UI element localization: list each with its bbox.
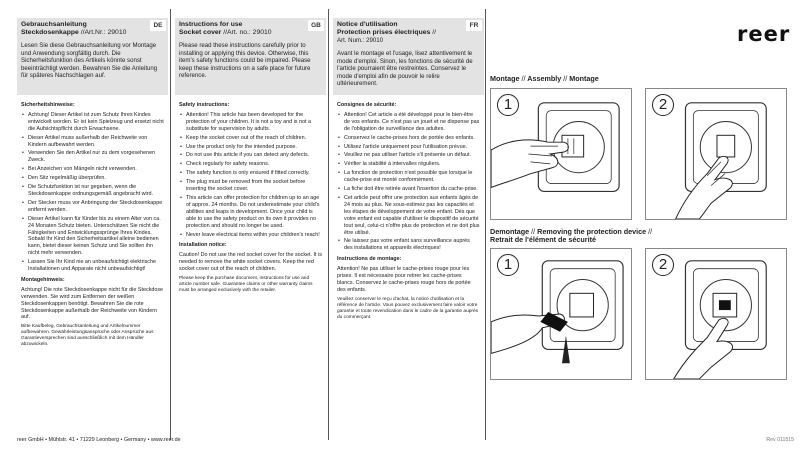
list-item: • Lassen Sie Ihr Kind nie an unbeaufsichtigt elektrische Installationen und Apparate nicht unbeaufsichtigt!: [21, 259, 164, 273]
subtitle-en: Socket cover //Art. no.: 29010: [179, 29, 272, 36]
note-en: Please keep the purchase document, instructions for use and article number safe. Guarantee claims or other warranty claims must be arranged exclusively with the retailer.: [179, 276, 313, 294]
fold-line: [485, 9, 486, 440]
list-item: • Veuillez ne pas utiliser l'article s'il présente un défaut.: [337, 152, 480, 159]
title-de: Gebrauchsanleitung: [21, 21, 87, 28]
header-fr: [333, 18, 484, 95]
install-title-en: Installation notice:: [179, 242, 227, 249]
list-item: • Use the product only for the intended purpose.: [179, 144, 322, 151]
list-item: • Conservez le cache-prises hors de portée des enfants.: [337, 135, 480, 142]
list-item: • The plug must be removed from the socket before inserting the socket cover.: [179, 179, 322, 193]
list-item: • Der Stecker muss vor Anbringung der Steckdosenkappe entfernt werden.: [21, 200, 164, 214]
list-item: • The safety function is only ensured if fitted correctly.: [179, 170, 322, 177]
step-number: 2: [652, 94, 674, 116]
step-number: 2: [652, 254, 674, 276]
title-fr: Notice d'utilisation: [337, 21, 398, 28]
safety-title-de: Sicherheitshinweise:: [21, 102, 75, 108]
install-text-de: Achtung! Die rote Steckdosenkappe nicht für die Steckdose verwenden. Sie wird zum Entfernen der weißen Steckdosenkappen benötigt. Bewahren Sie die rote Steckdosenkappe außerhalb der Reichweite von Kindern auf.: [21, 286, 164, 321]
header-en: [175, 18, 326, 95]
list-item: • Den Sitz regelmäßig überprüfen.: [21, 175, 164, 182]
note-fr: Veuillez conserver le reçu d'achat, la notice d'utilisation et la référence de l'article. Vous pouvez exclusivement faire valoir votre garantie et toute revendication dans le cadre de la garantie auprès du commerçant.: [337, 296, 479, 320]
list-item: • Vérifier la stabilité à intervalles réguliers.: [337, 161, 480, 168]
install-title-de: Montagehinweis:: [21, 276, 65, 283]
list-item: • Ne laissez pas votre enfant sans surveillance auprès des installations et appareils électriques!: [337, 238, 480, 252]
list-item: • Bei Anzeichen von Mängeln nicht verwenden.: [21, 166, 164, 173]
list-item: • Check regularly for safety reasons.: [179, 161, 322, 168]
illustration-demontage-2: [645, 248, 787, 380]
safety-title-fr: Consignes de sécurité:: [337, 102, 397, 108]
column-de: [17, 18, 168, 436]
safety-list-de: [21, 112, 164, 273]
list-item: • Never leave electrical items within your children's reach!: [179, 232, 322, 239]
install-text-en: Caution! Do not use the red socket cover for the socket. It is needed to remove the white socket covers. Keep the red socket cover out of the reach of children.: [179, 252, 322, 273]
safety-list-fr: [337, 112, 480, 252]
body-en: [175, 95, 326, 300]
column-fr: [333, 18, 484, 436]
list-item: • Cet article peut offrir une protection aux enfants âgés de 24 mois au plus. Ne sous-estimez pas les capacités et les étapes de développement de votre enfant. Dès que votre enfant est capable d'utiliser le dispositif de sécurité tout seul, celui-ci n'offre plus de protection et ne doit plus être utilisé.: [337, 195, 480, 236]
lang-badge-en: GB: [308, 20, 324, 31]
list-item: • Attention! Cet article a été développé pour le bien-être de vos enfants. Ce n'est pas un jouet et ne dispense pas de l'obligation de surveillance des adultes.: [337, 112, 480, 133]
subtitle-de: Steckdosenkappe //Art.Nr.: 29010: [21, 29, 127, 36]
title-en: Instructions for use: [179, 21, 243, 28]
intro-en: Please read these instructions carefully prior to installing or applying this device. Otherwise, this item's safety functions could be impaired. Please keep these instructions on a safe place for future reference.: [179, 42, 311, 80]
lang-badge-fr: FR: [466, 20, 482, 31]
list-item: • Keep the socket cover out of the reach of children.: [179, 135, 322, 142]
list-item: • Verwenden Sie den Artikel nur zu dem vorgesehenen Zweck.: [21, 150, 164, 164]
body-de: [17, 95, 168, 354]
list-item: • This article can offer protection for children up to an age of approx. 24 months. Do not underestimate your child's abilities and leaps in development. Once your child is able to use the safety product on its own it provides no protection and should no longer be used.: [179, 195, 322, 230]
safety-title-en: Safety instructions:: [179, 102, 230, 108]
illustration-montage-2: [645, 88, 787, 220]
column-en: [175, 18, 326, 436]
list-item: • Dieser Artikel kann für Kinder bis zu einem Alter von ca. 24 Monaten Schutz bieten. Unterschätzen Sie nicht die Fähigkeiten und Entwicklungssprünge Ihres Kindes. Sobald Ihr Kind den Sicherheitsartikel alleine bedienen kann, bietet dieser keinen Schutz und Sie sollten ihn nicht mehr verwenden.: [21, 216, 164, 257]
demontage-title: Demontage // Removing the protection device // Retrait de l'élément de sécurité: [490, 227, 653, 245]
subtitle-fr: Protection prises électriques //: [337, 29, 436, 36]
brand-logo: reer: [737, 22, 791, 46]
fold-line: [170, 9, 171, 440]
illustration-montage-1: [490, 88, 632, 220]
note-de: Bitte Kaufbeleg, Gebrauchsanleitung und Artikelnummer aufbewahren. Gewährleistungsansprüche oder Ansprüche aus Garantieversprechen sind ausschließlich mit dem Händler abzuwickeln.: [21, 324, 154, 348]
list-item: • La fiche doit être retirée avant l'insertion du cache-prise.: [337, 186, 480, 193]
install-text-fr: Attention! Ne pas utiliser le cache-prises rouge pour les prises. Il est nécessaire pour retirer les cache-prises blancs. Conservez le cache-prises rouge hors de portée des enfants.: [337, 266, 471, 293]
step-number: 1: [497, 254, 519, 276]
body-fr: [333, 95, 484, 327]
lang-badge-de: DE: [150, 20, 166, 31]
header-de: [17, 18, 168, 95]
list-item: • Dieser Artikel muss außerhalb der Reichweite von Kindern aufbewahrt werden.: [21, 135, 164, 149]
revision: Rev 011515: [766, 437, 794, 443]
list-item: • Attention! This article has been developed for the protection of your children. It is not a toy and is not a substitute for supervision by adults.: [179, 112, 322, 133]
art-fr: Art. Num.: 29010: [337, 37, 384, 44]
intro-de: Lesen Sie diese Gebrauchsanleitung vor Montage und Anwendung sorgfältig durch. Die Sicherheitsfunktion des Artikels könnte sonst beeinträchtigt werden. Bewahren Sie die Anleitung für späteres Nachschlagen auf.: [21, 42, 158, 80]
list-item: • La fonction de protection n'est possible que lorsque le cache-prise est monté conformément.: [337, 170, 480, 184]
list-item: • Do not use this article if you can detect any defects.: [179, 152, 322, 159]
montage-title: Montage // Assembly // Montage: [490, 74, 599, 83]
fold-line: [328, 9, 329, 440]
list-item: • Die Schutzfunktion ist nur gegeben, wenn die Steckdosenkappe ordnungsgemäß angebracht wird.: [21, 184, 164, 198]
safety-list-en: [179, 112, 322, 239]
list-item: • Utilisez l'article uniquement pour l'utilisation prévue.: [337, 144, 480, 151]
step-number: 1: [497, 94, 519, 116]
intro-fr: Avant le montage et l'usage, lisez attentivement le mode d'emploi. Sinon, les fonctions de sécurité de l'article pourraient être restreintes. Conservez le mode d'emploi afin de pouvoir le relire ultérieurement.: [337, 50, 473, 88]
footer-address: reer GmbH • Mühlstr. 41 • 71229 Leonberg • Germany • www.reer.de: [17, 437, 181, 443]
install-title-fr: Instructions de montage:: [337, 256, 402, 263]
list-item: • Achtung! Dieser Artikel ist zum Schutz Ihres Kindes entwickelt worden. Er ist kein Spielzeug und ersetzt nicht die Aufsichtspflicht durch Erwachsene.: [21, 112, 164, 133]
illustration-demontage-1: [490, 248, 632, 380]
